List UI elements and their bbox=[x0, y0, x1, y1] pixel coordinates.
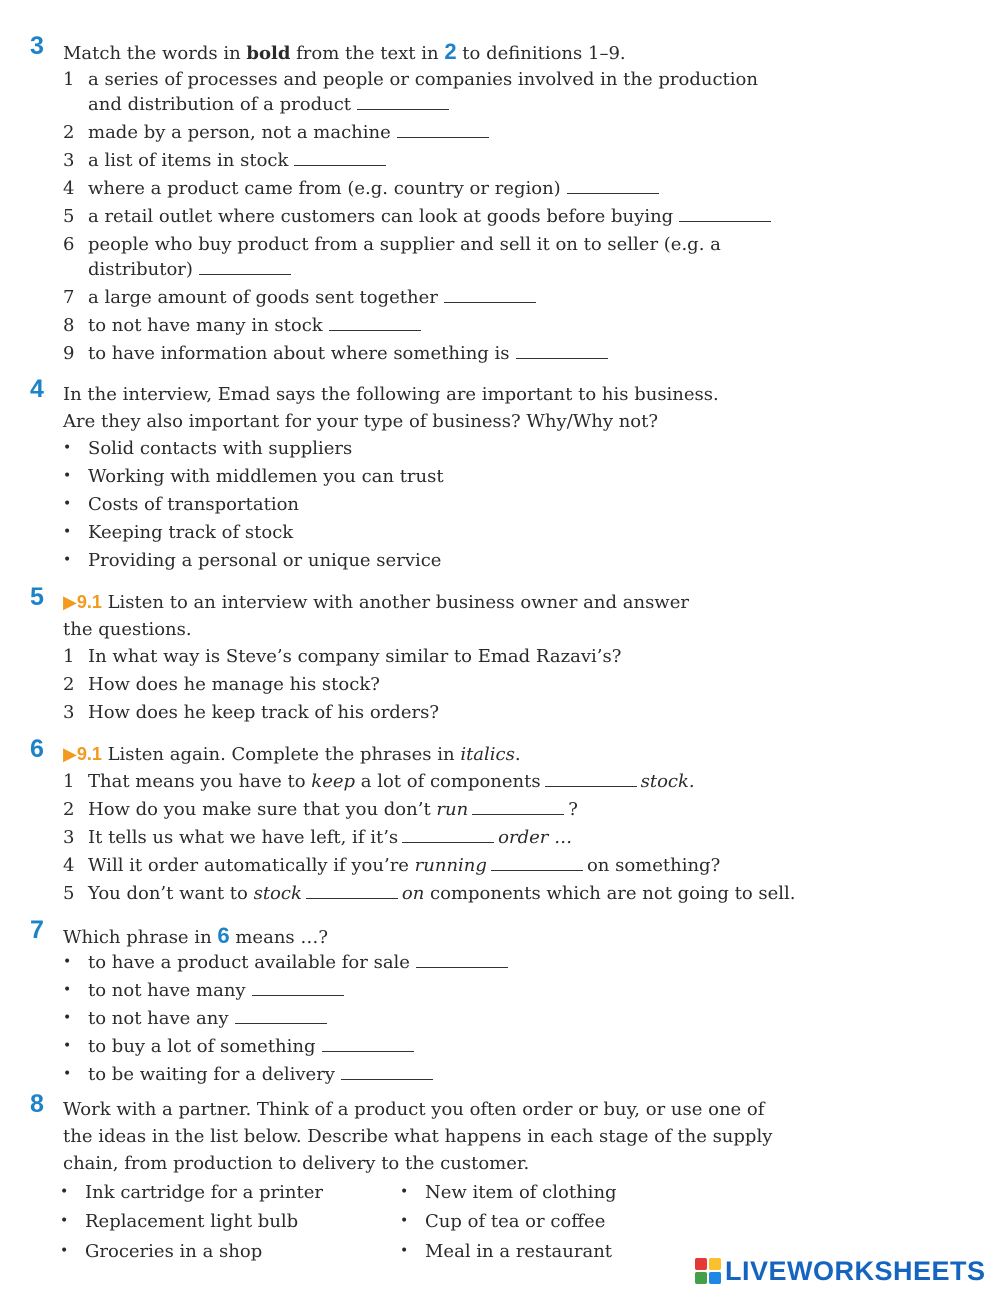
definition-item: 7 a large amount of goods sent together bbox=[63, 285, 536, 310]
answer-blank[interactable] bbox=[491, 853, 583, 871]
question-item: 3 How does he keep track of his orders? bbox=[63, 702, 439, 723]
audio-track-icon[interactable]: ▶9.1 bbox=[63, 744, 102, 764]
logo-icon bbox=[695, 1258, 721, 1284]
list-item: • Working with middlemen you can trust bbox=[63, 466, 444, 487]
answer-blank[interactable] bbox=[402, 825, 494, 843]
list-item: • Solid contacts with suppliers bbox=[63, 438, 353, 459]
definition-item-cont: distributor) bbox=[63, 257, 291, 282]
audio-track-icon[interactable]: ▶9.1 bbox=[63, 592, 102, 612]
list-item: • Groceries in a shop bbox=[60, 1241, 263, 1262]
answer-blank[interactable] bbox=[306, 881, 398, 899]
list-item: • Meal in a restaurant bbox=[400, 1241, 613, 1262]
logo-text: LIVEWORKSHEETS bbox=[725, 1255, 986, 1286]
exercise-number: 4 bbox=[30, 375, 44, 403]
exercise-instruction: Match the words in bold from the text in 2 to definitions 1–9. bbox=[63, 39, 626, 64]
list-item: • Ink cartridge for a printer bbox=[60, 1182, 324, 1203]
exercise-number: 5 bbox=[30, 583, 44, 611]
exercise-instruction: In the interview, Emad says the following are important to his business. Are they also important for your type of business? Why/Why not? bbox=[63, 384, 719, 432]
answer-blank[interactable] bbox=[472, 797, 564, 815]
exercise-number: 6 bbox=[30, 735, 44, 763]
definition-item: 4 where a product came from (e.g. country or region) bbox=[63, 176, 659, 201]
answer-blank[interactable] bbox=[545, 769, 637, 787]
phrase-item: 2 How do you make sure that you don’t run ? bbox=[63, 799, 578, 820]
answer-blank[interactable] bbox=[516, 341, 608, 359]
exercise-number: 8 bbox=[30, 1090, 44, 1118]
answer-blank[interactable] bbox=[397, 120, 489, 138]
phrase-item: 3 It tells us what we have left, if it’s order … bbox=[63, 827, 573, 848]
question-item: 2 How does he manage his stock? bbox=[63, 674, 380, 695]
list-item: • Replacement light bulb bbox=[60, 1211, 299, 1232]
list-item: • to not have any bbox=[63, 1006, 327, 1033]
list-item: • to be waiting for a delivery bbox=[63, 1062, 433, 1089]
answer-blank[interactable] bbox=[329, 313, 421, 331]
answer-blank[interactable] bbox=[567, 176, 659, 194]
exercise-instruction: ▶9.1 Listen to an interview with another business owner and answer the questions. bbox=[63, 592, 689, 640]
phrase-item: 1 That means you have to keep a lot of components stock. bbox=[63, 771, 695, 792]
definition-item-cont: and distribution of a product bbox=[63, 92, 449, 117]
phrase-item: 5 You don’t want to stock on components which are not going to sell. bbox=[63, 883, 796, 904]
answer-blank[interactable] bbox=[235, 1006, 327, 1024]
liveworksheets-logo bbox=[695, 1256, 986, 1286]
answer-blank[interactable] bbox=[252, 978, 344, 996]
answer-blank[interactable] bbox=[444, 285, 536, 303]
definition-item: 6 people who buy product from a supplier and sell it on to seller (e.g. a bbox=[63, 234, 721, 255]
exercise-instruction: ▶9.1 Listen again. Complete the phrases in italics. bbox=[63, 744, 521, 765]
exercise-instruction: Work with a partner. Think of a product you often order or buy, or use one of the ideas in the list below. Describe what happens in each stage of the supply chain, from production to delivery to the customer. bbox=[63, 1099, 773, 1174]
exercise-instruction: Which phrase in 6 means …? bbox=[63, 923, 329, 948]
question-item: 1 In what way is Steve’s company similar to Emad Razavi’s? bbox=[63, 646, 622, 667]
phrase-item: 4 Will it order automatically if you’re running on something? bbox=[63, 855, 721, 876]
exercise-number: 3 bbox=[30, 32, 44, 60]
list-item: • to not have many bbox=[63, 978, 344, 1005]
list-item: • Providing a personal or unique service bbox=[63, 550, 442, 571]
answer-blank[interactable] bbox=[199, 257, 291, 275]
answer-blank[interactable] bbox=[341, 1062, 433, 1080]
answer-blank[interactable] bbox=[357, 92, 449, 110]
answer-blank[interactable] bbox=[294, 148, 386, 166]
list-item: • Costs of transportation bbox=[63, 494, 300, 515]
definition-item: 9 to have information about where something is bbox=[63, 341, 608, 366]
list-item: • to buy a lot of something bbox=[63, 1034, 414, 1061]
list-item: • Cup of tea or coffee bbox=[400, 1211, 606, 1232]
answer-blank[interactable] bbox=[322, 1034, 414, 1052]
definition-item: 3 a list of items in stock bbox=[63, 148, 386, 173]
list-item: • Keeping track of stock bbox=[63, 522, 294, 543]
definition-item: 2 made by a person, not a machine bbox=[63, 120, 489, 145]
definition-item: 8 to not have many in stock bbox=[63, 313, 421, 338]
definition-item: 1 a series of processes and people or companies involved in the production bbox=[63, 69, 758, 90]
answer-blank[interactable] bbox=[679, 204, 771, 222]
list-item: • New item of clothing bbox=[400, 1182, 617, 1203]
exercise-number: 7 bbox=[30, 916, 44, 944]
list-item: • to have a product available for sale bbox=[63, 950, 508, 977]
definition-item: 5 a retail outlet where customers can look at goods before buying bbox=[63, 204, 771, 229]
answer-blank[interactable] bbox=[416, 950, 508, 968]
